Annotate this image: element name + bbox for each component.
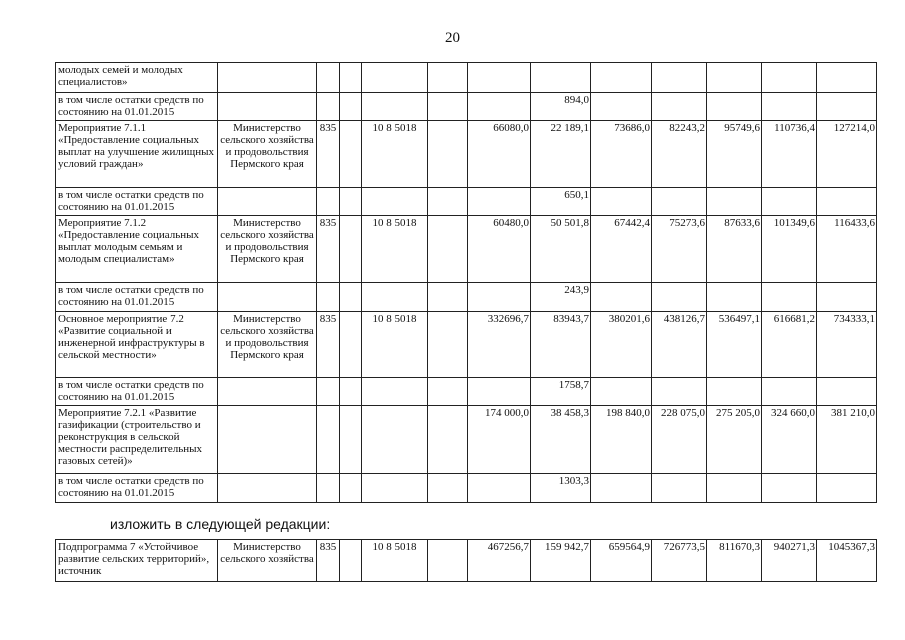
cell-csr: 10 8 5018 [362,121,428,188]
cell-rz [340,121,362,188]
cell-vr [428,93,468,121]
cell-vr [428,216,468,283]
cell-vr [428,312,468,378]
cell-value-6: 110736,4 [762,121,817,188]
cell-value-3 [591,188,652,216]
cell-value-7 [817,378,877,406]
table-row [56,188,877,216]
cell-value-3: 73686,0 [591,121,652,188]
cell-executor: Министерство сельского хозяйства и продовольствия Пермского края [218,121,317,188]
cell-rz [340,283,362,312]
cell-value-5 [707,93,762,121]
cell-grbs [317,93,340,121]
cell-executor: Министерство сельского хозяйства и продовольствия Пермского края [218,216,317,283]
cell-csr [362,283,428,312]
cell-executor [218,474,317,503]
cell-value-2: 38 458,3 [531,406,591,474]
cell-rz [340,378,362,406]
cell-name: в том числе остатки средств по состоянию на 01.01.2015 [56,283,218,312]
cell-value-7 [817,283,877,312]
cell-value-5: 275 205,0 [707,406,762,474]
cell-rz [340,540,362,582]
cell-grbs: 835 [317,312,340,378]
table-row [56,540,877,582]
cell-rz [340,216,362,283]
cell-value-7: 116433,6 [817,216,877,283]
cell-value-2 [531,63,591,93]
cell-grbs: 835 [317,540,340,582]
cell-value-4: 75273,6 [652,216,707,283]
cell-value-4: 82243,2 [652,121,707,188]
cell-value-7: 1045367,3 [817,540,877,582]
cell-value-6: 940271,3 [762,540,817,582]
cell-value-5: 811670,3 [707,540,762,582]
cell-value-7 [817,188,877,216]
cell-value-5 [707,188,762,216]
cell-value-1: 60480,0 [468,216,531,283]
cell-value-4: 228 075,0 [652,406,707,474]
cell-vr [428,540,468,582]
cell-rz [340,312,362,378]
cell-grbs [317,63,340,93]
cell-grbs: 835 [317,216,340,283]
cell-value-5: 87633,6 [707,216,762,283]
cell-name: Мероприятие 7.2.1 «Развитие газификации (строительство и реконструкция в сельской местности распределительных газовых сетей)» [56,406,218,474]
cell-value-6 [762,188,817,216]
cell-value-7 [817,63,877,93]
cell-csr [362,93,428,121]
cell-name: Мероприятие 7.1.2 «Предоставление социальных выплат молодым семьям и молодым специалистам» [56,216,218,283]
redaction-note: изложить в следующей редакции: [110,516,331,532]
cell-executor [218,188,317,216]
table-row [56,474,877,503]
cell-csr: 10 8 5018 [362,216,428,283]
cell-value-4 [652,93,707,121]
cell-csr: 10 8 5018 [362,540,428,582]
cell-csr [362,188,428,216]
cell-value-1: 174 000,0 [468,406,531,474]
cell-name: Подпрограмма 7 «Устойчивое развитие сельских территорий», источник [56,540,218,582]
cell-value-1: 332696,7 [468,312,531,378]
cell-value-7: 734333,1 [817,312,877,378]
cell-value-5: 536497,1 [707,312,762,378]
table-row [56,378,877,406]
cell-executor: Министерство сельского хозяйства [218,540,317,582]
cell-rz [340,474,362,503]
cell-rz [340,406,362,474]
cell-rz [340,93,362,121]
cell-rz [340,63,362,93]
cell-value-5 [707,283,762,312]
subprogram-table [55,539,877,582]
cell-value-4 [652,378,707,406]
cell-executor [218,406,317,474]
cell-value-7: 381 210,0 [817,406,877,474]
cell-executor [218,63,317,93]
cell-value-7 [817,93,877,121]
cell-value-4 [652,63,707,93]
cell-csr [362,63,428,93]
cell-value-6 [762,474,817,503]
cell-value-3: 67442,4 [591,216,652,283]
cell-value-3 [591,283,652,312]
table-row [56,121,877,188]
cell-value-6 [762,63,817,93]
table-row [56,216,877,283]
cell-value-4: 726773,5 [652,540,707,582]
cell-value-4 [652,283,707,312]
cell-value-4: 438126,7 [652,312,707,378]
cell-name: в том числе остатки средств по состоянию на 01.01.2015 [56,188,218,216]
cell-value-1 [468,378,531,406]
cell-value-3 [591,63,652,93]
cell-value-7 [817,474,877,503]
cell-vr [428,121,468,188]
cell-grbs [317,283,340,312]
cell-value-2: 22 189,1 [531,121,591,188]
cell-value-7: 127214,0 [817,121,877,188]
cell-value-2: 243,9 [531,283,591,312]
cell-grbs [317,188,340,216]
cell-value-5 [707,474,762,503]
cell-name: в том числе остатки средств по состоянию на 01.01.2015 [56,93,218,121]
cell-value-1: 467256,7 [468,540,531,582]
cell-name: Основное мероприятие 7.2 «Развитие социальной и инженерной инфраструктуры в сельской местности» [56,312,218,378]
cell-value-5: 95749,6 [707,121,762,188]
cell-value-6: 616681,2 [762,312,817,378]
cell-value-2: 894,0 [531,93,591,121]
cell-value-3 [591,474,652,503]
cell-executor [218,378,317,406]
cell-value-2: 50 501,8 [531,216,591,283]
cell-vr [428,188,468,216]
cell-csr [362,378,428,406]
table-row [56,63,877,93]
cell-value-1 [468,283,531,312]
cell-name: в том числе остатки средств по состоянию на 01.01.2015 [56,474,218,503]
cell-value-6 [762,283,817,312]
cell-value-1 [468,188,531,216]
cell-vr [428,283,468,312]
page-number: 20 [445,30,460,46]
cell-value-4 [652,474,707,503]
cell-executor [218,93,317,121]
cell-value-1 [468,63,531,93]
cell-grbs: 835 [317,121,340,188]
cell-executor: Министерство сельского хозяйства и продовольствия Пермского края [218,312,317,378]
cell-value-6: 324 660,0 [762,406,817,474]
cell-name: в том числе остатки средств по состоянию на 01.01.2015 [56,378,218,406]
cell-value-3: 659564,9 [591,540,652,582]
cell-value-1 [468,474,531,503]
cell-value-5 [707,63,762,93]
cell-rz [340,188,362,216]
cell-value-3 [591,378,652,406]
cell-vr [428,474,468,503]
cell-value-3: 380201,6 [591,312,652,378]
cell-value-5 [707,378,762,406]
budget-table [55,62,877,503]
cell-grbs [317,378,340,406]
table-row [56,283,877,312]
cell-value-1: 66080,0 [468,121,531,188]
cell-value-4 [652,188,707,216]
cell-value-3: 198 840,0 [591,406,652,474]
cell-value-2: 650,1 [531,188,591,216]
cell-csr [362,406,428,474]
cell-value-2: 159 942,7 [531,540,591,582]
cell-name: молодых семей и молодых специалистов» [56,63,218,93]
table-row [56,93,877,121]
cell-csr [362,474,428,503]
cell-csr: 10 8 5018 [362,312,428,378]
cell-value-2: 83943,7 [531,312,591,378]
table-row [56,406,877,474]
cell-value-6: 101349,6 [762,216,817,283]
cell-name: Мероприятие 7.1.1 «Предоставление социальных выплат на улучшение жилищных условий граждан» [56,121,218,188]
cell-vr [428,378,468,406]
cell-value-6 [762,93,817,121]
cell-vr [428,63,468,93]
table-row [56,312,877,378]
cell-executor [218,283,317,312]
cell-value-6 [762,378,817,406]
cell-value-1 [468,93,531,121]
cell-grbs [317,406,340,474]
cell-value-2: 1758,7 [531,378,591,406]
cell-grbs [317,474,340,503]
cell-value-3 [591,93,652,121]
cell-value-2: 1303,3 [531,474,591,503]
cell-vr [428,406,468,474]
